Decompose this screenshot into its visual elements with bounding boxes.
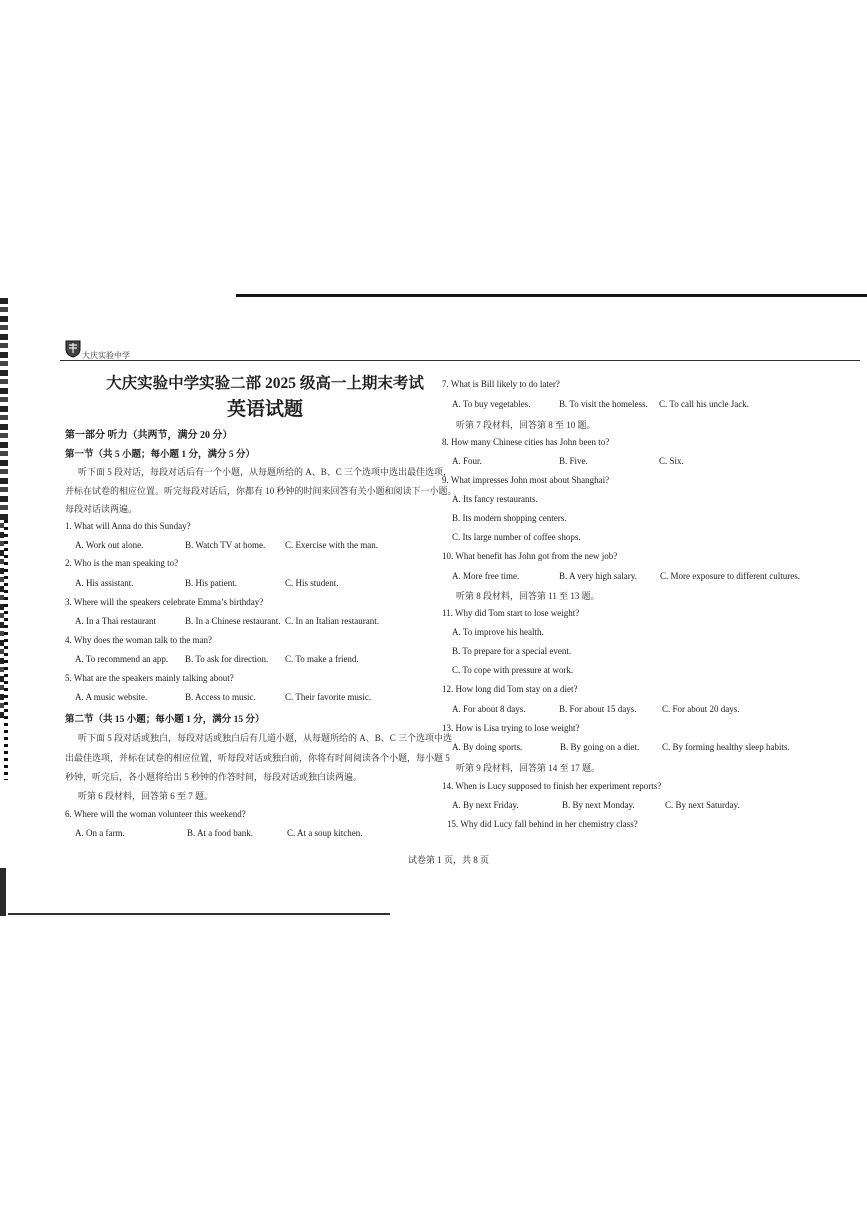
question-stem: 4. Why does the woman talk to the man?	[65, 635, 213, 645]
option-a: A. To improve his health.	[452, 627, 544, 637]
option-b: B. For about 15 days.	[559, 704, 637, 714]
option-c: C. His student.	[285, 578, 339, 588]
option-c: C. To make a friend.	[285, 654, 359, 664]
question-stem: 5. What are the speakers mainly talking about?	[65, 673, 234, 683]
option-c: C. By forming healthy sleep habits.	[662, 742, 790, 752]
question-stem: 6. Where will the woman volunteer this weekend?	[65, 809, 246, 819]
section1-heading: 第一节（共 5 小题；每小题 1 分，满分 5 分）	[65, 450, 256, 460]
option-c: C. Its large number of coffee shops.	[452, 532, 581, 542]
option-b: B. Watch TV at home.	[185, 540, 266, 550]
question-stem: 8. How many Chinese cities has John been to?	[442, 437, 610, 447]
option-c: C. More exposure to different cultures.	[660, 571, 801, 581]
option-b: B. Access to music.	[185, 692, 256, 702]
option-a: A. To buy vegetables.	[452, 399, 531, 409]
question-stem: 14. When is Lucy supposed to finish her experiment reports?	[442, 781, 662, 791]
material-note: 听第 6 段材料，回答第 6 至 7 题。	[78, 791, 214, 801]
option-a: A. Work out alone.	[75, 540, 144, 550]
question-stem: 9. What impresses John most about Shanghai?	[442, 475, 610, 485]
scan-border-left-inner	[4, 520, 8, 780]
option-b: B. To visit the homeless.	[559, 399, 648, 409]
material-note: 听第 8 段材料，回答第 11 至 13 题。	[456, 591, 600, 601]
option-c: C. In an Italian restaurant.	[285, 616, 379, 626]
option-b: B. Five.	[559, 456, 588, 466]
option-a: A. A music website.	[75, 692, 148, 702]
option-a: A. On a farm.	[75, 828, 125, 838]
exam-subtitle: 英语试题	[226, 399, 303, 420]
option-b: B. To prepare for a special event.	[452, 646, 572, 656]
question-stem: 1. What will Anna do this Sunday?	[65, 521, 191, 531]
section2-instruction-line: 秒钟，听完后，各小题将给出 5 秒钟的作答时间，每段对话或独白读两遍。	[65, 772, 363, 782]
option-b: B. Its modern shopping centers.	[452, 513, 567, 523]
option-c: C. Their favorite music.	[285, 692, 372, 702]
option-a: A. In a Thai restaurant	[75, 616, 157, 626]
option-b: B. At a food bank.	[187, 828, 253, 838]
material-note: 听第 9 段材料，回答第 14 至 17 题。	[456, 763, 601, 773]
section2-instruction-line: 听下面 5 段对话或独白，每段对话或独白后有几道小题，从每题所给的 A、B、C 三个选项中选	[78, 733, 453, 743]
material-note: 听第 7 段材料，回答第 8 至 10 题。	[456, 420, 596, 430]
option-c: C. Six.	[659, 456, 684, 466]
option-a: A. Four.	[452, 456, 482, 466]
page-footer: 试卷第 1 页，共 8 页	[408, 855, 490, 865]
option-b: B. By going on a diet.	[560, 742, 640, 752]
question-stem: 10. What benefit has John got from the new job?	[442, 551, 618, 561]
question-stem: 15. Why did Lucy fall behind in her chemistry class?	[447, 819, 638, 829]
question-stem: 2. Who is the man speaking to?	[65, 558, 179, 568]
option-a: A. To recommend an app.	[75, 654, 169, 664]
section1-instruction-line: 每段对话读两遍。	[65, 504, 138, 514]
option-b: B. His patient.	[185, 578, 237, 588]
question-stem: 12. How long did Tom stay on a diet?	[442, 684, 578, 694]
option-a: A. By next Friday.	[452, 800, 519, 810]
school-logo-icon	[64, 338, 82, 358]
option-a: A. His assistant.	[75, 578, 134, 588]
option-c: C. For about 20 days.	[662, 704, 740, 714]
exam-title: 大庆实验中学实验二部 2025 级高一上期末考试	[106, 375, 424, 392]
option-c: C. By next Saturday.	[665, 800, 740, 810]
section1-instruction-line: 并标在试卷的相应位置。听完每段对话后，你都有 10 秒钟的时间来回答有关小题和阅读下一小题。	[65, 486, 457, 496]
option-b: B. By next Monday.	[562, 800, 635, 810]
header-rule	[60, 360, 860, 361]
scan-border-top	[236, 294, 867, 297]
option-c: C. To cope with pressure at work.	[452, 665, 574, 675]
option-c: C. At a soup kitchen.	[287, 828, 363, 838]
part1-heading: 第一部分 听力（共两节，满分 20 分）	[65, 430, 233, 441]
question-stem: 7. What is Bill likely to do later?	[442, 379, 560, 389]
option-a: A. More free time.	[452, 571, 520, 581]
scan-mark-left	[0, 868, 6, 916]
option-c: C. Exercise with the man.	[285, 540, 378, 550]
school-logo-text: 大庆实验中学	[82, 351, 130, 360]
section2-heading: 第二节（共 15 小题；每小题 1 分，满分 15 分）	[65, 715, 265, 725]
option-a: A. For about 8 days.	[452, 704, 526, 714]
scan-border-bottom	[8, 913, 390, 915]
option-b: B. In a Chinese restaurant.	[185, 616, 281, 626]
option-b: B. A very high salary.	[559, 571, 637, 581]
section2-instruction-line: 出最佳选项，并标在试卷的相应位置，听每段对话或独白前，你将有时间阅读各个小题，每小题 5	[65, 753, 450, 763]
option-c: C. To call his uncle Jack.	[659, 399, 749, 409]
question-stem: 3. Where will the speakers celebrate Emma’s birthday?	[65, 597, 264, 607]
option-a: A. Its fancy restaurants.	[452, 494, 538, 504]
question-stem: 11. Why did Tom start to lose weight?	[442, 608, 580, 618]
section1-instruction-line: 听下面 5 段对话，每段对话后有一个小题，从每题所给的 A、B、C 三个选项中选出最佳选项，	[78, 467, 453, 477]
option-b: B. To ask for direction.	[185, 654, 269, 664]
question-stem: 13. How is Lisa trying to lose weight?	[442, 723, 580, 733]
option-a: A. By doing sports.	[452, 742, 523, 752]
